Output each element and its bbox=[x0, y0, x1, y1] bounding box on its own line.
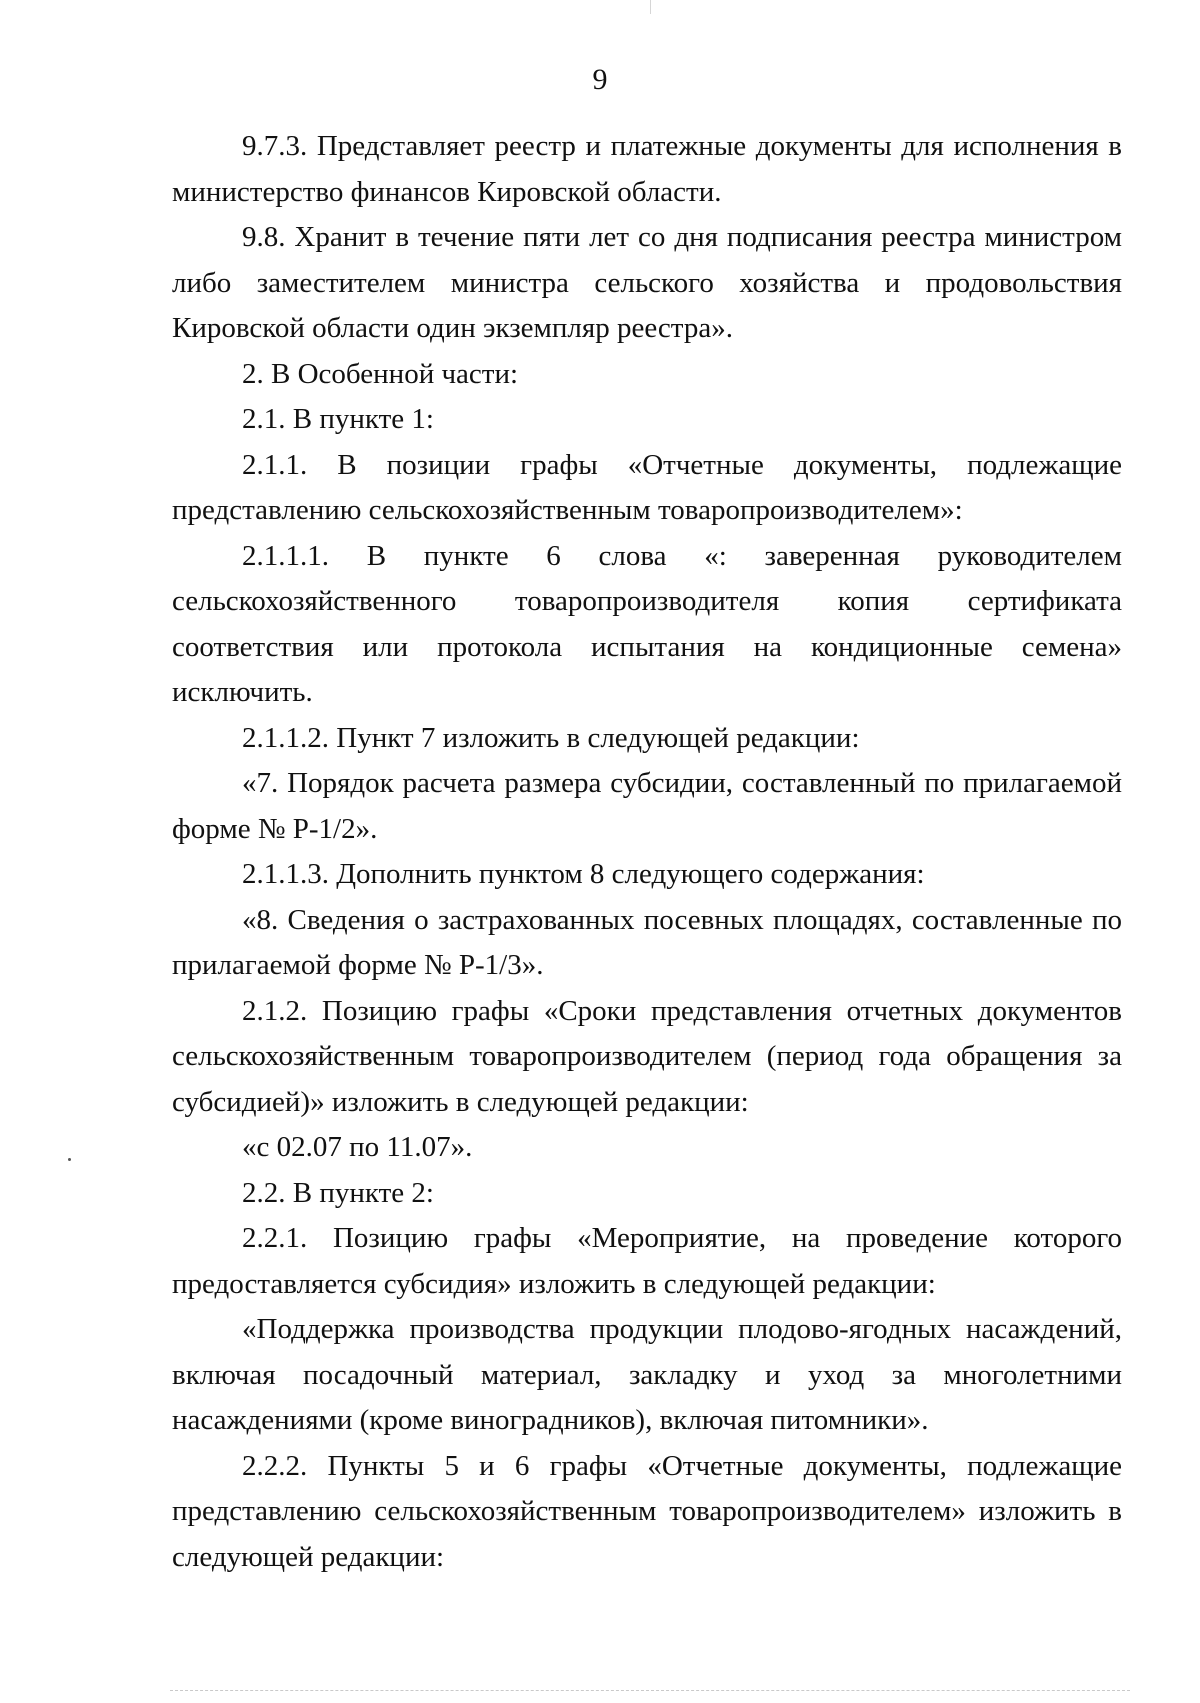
paragraph-2-1-1-3: 2.1.1.3. Дополнить пунктом 8 следующего содержания: bbox=[242, 858, 925, 890]
document-body bbox=[172, 124, 1122, 1580]
paragraph-2-1-1: 2.1.1. В позиции графы «Отчетные документы, подлежащие представлению сельскохозяйственным товаропроизводителем»: bbox=[172, 448, 1122, 526]
scan-bottom-edge bbox=[170, 1690, 1130, 1691]
paragraph-9-8: 9.8. Хранит в течение пяти лет со дня подписания реестра министром либо заместителем министра сельского хозяйства и продовольствия Кировской области один экземпляр реестра». bbox=[172, 221, 1122, 344]
paragraph-2: 2. В Особенной части: bbox=[242, 357, 519, 390]
scan-edge-mark bbox=[650, 0, 651, 14]
paragraph-2-1-1-2: 2.1.1.2. Пункт 7 изложить в следующей редакции: bbox=[242, 721, 860, 754]
paragraph-2-1-2: 2.1.2. Позицию графы «Сроки представления отчетных документов сельскохозяйственным товаропроизводителем (период года обращения за субсидией)» изложить в следующей редакции: bbox=[172, 994, 1122, 1118]
paragraph-quote-8: «8. Сведения о застрахованных посевных площадях, составленные по прилагаемой форме № Р-1/3». bbox=[172, 903, 1122, 981]
paragraph-2-1-1-1: 2.1.1.1. В пункте 6 слова «: заверенная руководителем сельскохозяйственного товаропроизводителя копия сертификата соответствия или протокола испытания на кондиционные семена» исключить. bbox=[172, 539, 1122, 708]
paragraph-quote-support: «Поддержка производства продукции плодово-ягодных насаждений, включая посадочный материал, закладку и уход за многолетними насаждениями (кроме виноградников), включая питомники». bbox=[172, 1313, 1122, 1436]
paragraph-2-2-2: 2.2.2. Пункты 5 и 6 графы «Отчетные документы, подлежащие представлению сельскохозяйственным товаропроизводителем» изложить в следующей редакции: bbox=[172, 1449, 1122, 1573]
paragraph-quote-7: «7. Порядок расчета размера субсидии, составленный по прилагаемой форме № Р-1/2». bbox=[172, 767, 1122, 845]
paragraph-2-1: 2.1. В пункте 1: bbox=[242, 403, 434, 435]
paragraph-dates: «с 02.07 по 11.07». bbox=[242, 1131, 473, 1163]
scan-artifact-dot bbox=[68, 1158, 71, 1161]
paragraph-2-2-1: 2.2.1. Позицию графы «Мероприятие, на проведение которого предоставляется субсидия» изложить в следующей редакции: bbox=[172, 1222, 1122, 1300]
paragraph-9-7-3: 9.7.3. Представляет реестр и платежные документы для исполнения в министерство финансов Кировской области. bbox=[172, 130, 1122, 208]
page-number: 9 bbox=[592, 63, 608, 96]
paragraph-2-2: 2.2. В пункте 2: bbox=[242, 1176, 434, 1209]
